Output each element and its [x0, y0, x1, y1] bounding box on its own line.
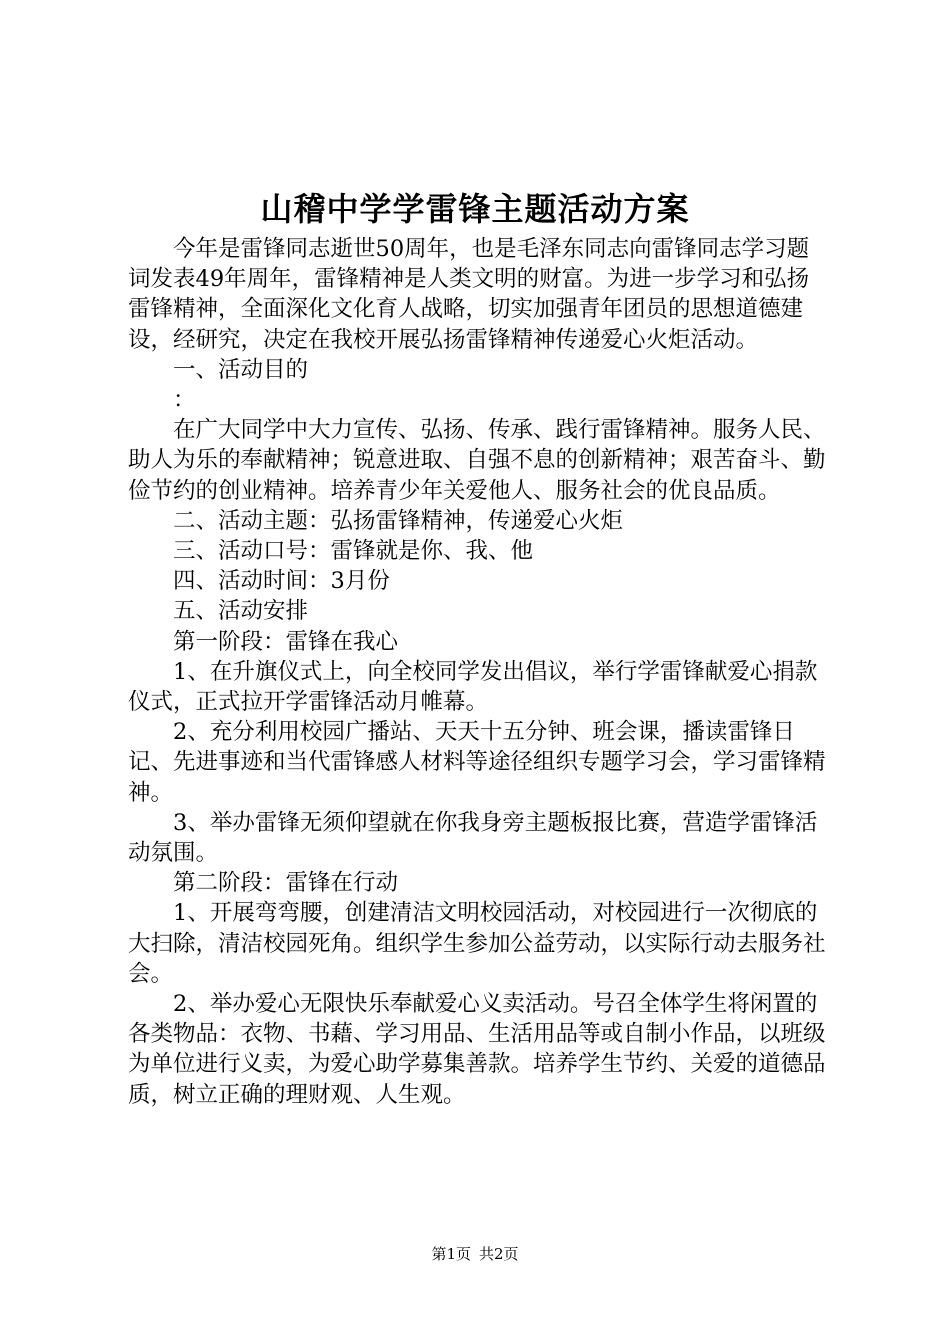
- section-heading-time: 四、活动时间：3月份: [173, 568, 390, 595]
- stage-two-heading: 第二阶段：雷锋在行动: [173, 870, 399, 897]
- page-total: 共2页: [479, 1245, 519, 1263]
- stage-one-item-2: 2、充分利用校园广播站、天天十五分钟、班会课，播读雷锋日记、先进事迹和当代雷锋感人材料等途径组织专题学习会，学习雷锋精神。: [128, 719, 826, 806]
- page-footer: [0, 1244, 950, 1264]
- stage-two-item-1: 1、开展弯弯腰，创建清洁文明校园活动，对校园进行一次彻底的大扫除，清洁校园死角。组织学生参加公益劳动，以实际行动去服务社会。: [128, 900, 826, 987]
- purpose-paragraph: 在广大同学中大力宣传、弘扬、传承、践行雷锋精神。服务人民、助人为乐的奉献精神；锐意进取、自强不息的创新精神；艰苦奋斗、勤俭节约的创业精神。培养青少年关爱他人、服务社会的优良品质。: [128, 417, 826, 504]
- stage-two-item-2: 2、举办爱心无限快乐奉献爱心义卖活动。号召全体学生将闲置的各类物品：衣物、书藉、学习用品、生活用品等或自制小作品，以班级为单位进行义卖，为爱心助学募集善款。培养学生节约、关爱的道德品质，树立正确的理财观、人生观。: [128, 991, 826, 1108]
- section-heading-theme: 二、活动主题：弘扬雷锋精神，传递爱心火炬: [173, 507, 624, 534]
- page-number: 第1页: [431, 1245, 471, 1263]
- stage-one-item-3: 3、举办雷锋无须仰望就在你我身旁主题板报比赛，营造学雷锋活动氛围。: [128, 809, 818, 867]
- section-heading-arrangement: 五、活动安排: [173, 598, 309, 625]
- document-title: 山稽中学学雷锋主题活动方案: [260, 190, 690, 228]
- intro-paragraph: 今年是雷锋同志逝世50周年，也是毛泽东同志向雷锋同志学习题词发表49年周年，雷锋精神是人类文明的财富。为进一步学习和弘扬雷锋精神，全面深化文化育人战略，切实加强青年团员的思想道德建设，经研究，决定在我校开展弘扬雷锋精神传递爱心火炬活动。: [128, 236, 810, 353]
- document-body: [128, 234, 828, 1110]
- section-heading-purpose: 一、活动目的: [173, 356, 309, 383]
- section-heading-slogan: 三、活动口号：雷锋就是你、我、他: [173, 538, 534, 565]
- stage-one-item-1: 1、在升旗仪式上，向全校同学发出倡议，举行学雷锋献爱心捐款仪式，正式拉开学雷锋活动月帷幕。: [128, 658, 818, 716]
- colon-line: ：: [173, 387, 196, 414]
- stage-one-heading: 第一阶段：雷锋在我心: [173, 628, 399, 655]
